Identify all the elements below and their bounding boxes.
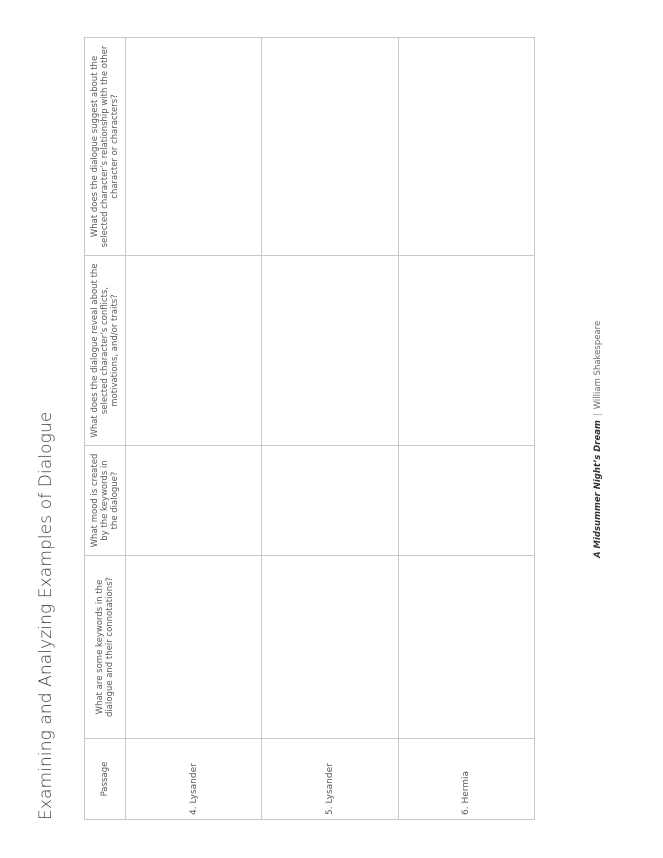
mood-answer-cell[interactable] <box>126 446 262 556</box>
footer-book-title: A Midsummer Night’s Dream <box>593 420 603 558</box>
header-passage: Passage <box>85 739 126 820</box>
header-keywords: What are some keywords in the dialogue and their connotations? <box>85 556 126 739</box>
relationship-answer-cell[interactable] <box>126 38 262 256</box>
footer-divider: | <box>593 413 603 417</box>
keywords-answer-cell[interactable] <box>398 556 534 739</box>
keywords-answer-cell[interactable] <box>262 556 398 739</box>
worksheet-title: Examining and Analyzing Examples of Dialogue <box>36 411 56 820</box>
relationship-answer-cell[interactable] <box>398 38 534 256</box>
header-mood: What mood is created by the keywords in the dialogue? <box>85 446 126 556</box>
table-row <box>262 38 398 820</box>
relationship-answer-cell[interactable] <box>262 38 398 256</box>
header-relationship: What does the dialogue suggest about the selected character’s relationship with the other character or characters? <box>85 38 126 256</box>
page-footer <box>593 321 603 558</box>
reveal-answer-cell[interactable] <box>126 256 262 446</box>
passage-cell: 6. Hermia <box>398 739 534 820</box>
table-row <box>126 38 262 820</box>
header-reveal: What does the dialogue reveal about the selected character’s conflicts, motivations, and/or traits? <box>85 256 126 446</box>
footer-author: William Shakespeare <box>593 320 603 410</box>
reveal-answer-cell[interactable] <box>262 256 398 446</box>
table-header-row <box>85 38 126 820</box>
mood-answer-cell[interactable] <box>262 446 398 556</box>
passage-cell: 4. Lysander <box>126 739 262 820</box>
keywords-answer-cell[interactable] <box>126 556 262 739</box>
reveal-answer-cell[interactable] <box>398 256 534 446</box>
mood-answer-cell[interactable] <box>398 446 534 556</box>
table-row <box>398 38 534 820</box>
dialogue-analysis-table <box>84 37 535 820</box>
passage-cell: 5. Lysander <box>262 739 398 820</box>
